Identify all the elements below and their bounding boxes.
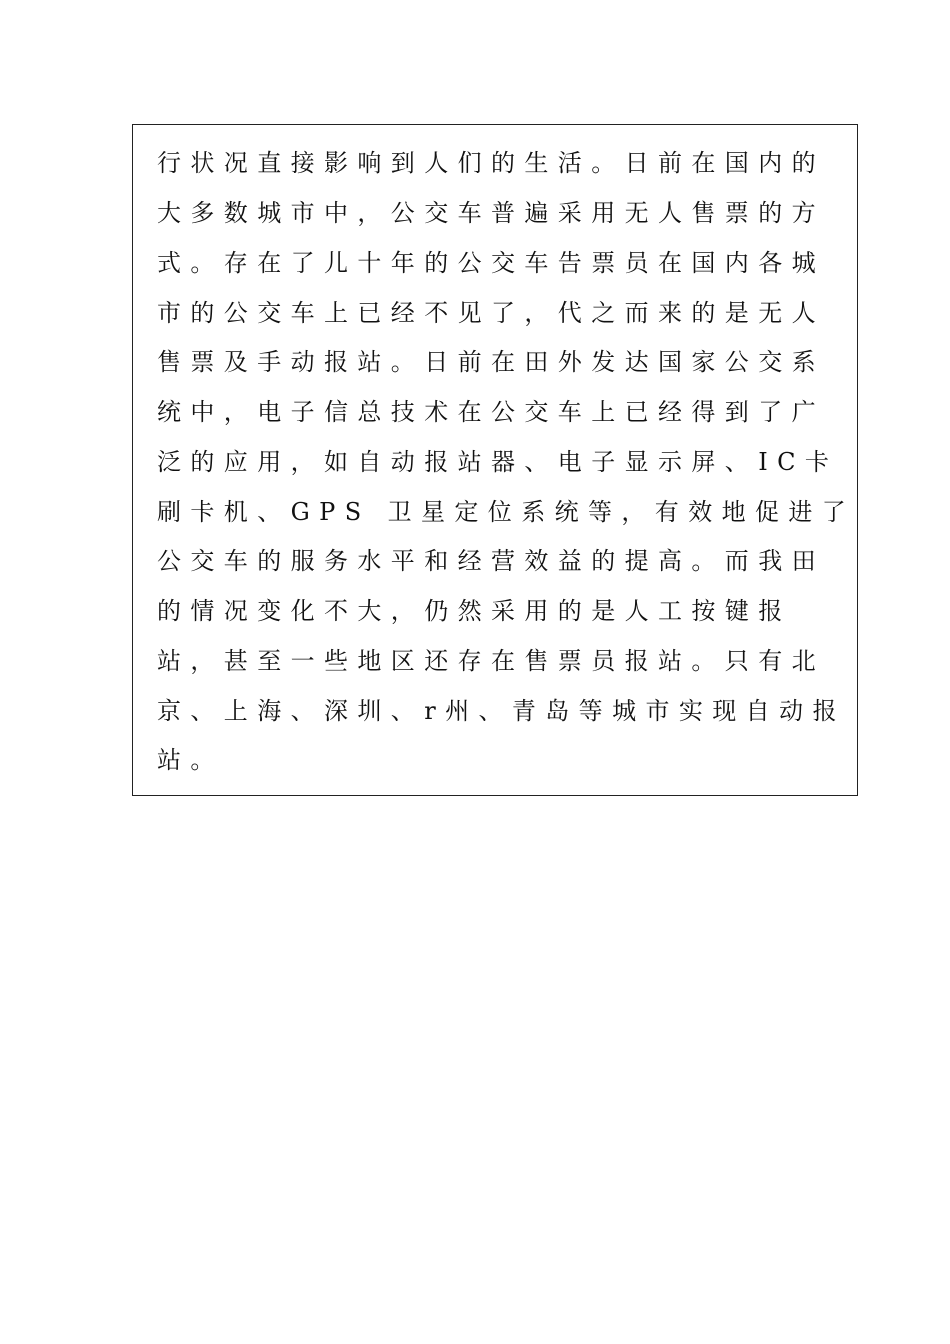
- paragraph-line-6: 统中，电子信总技术在公交车上已经得到了广: [157, 398, 825, 426]
- paragraph-line-4: 市的公交车上已经不见了，代之而来的是无人: [157, 299, 825, 327]
- paragraph-line-3: 式。存在了儿十年的公交车告票员在国内各城: [157, 249, 825, 277]
- paragraph-line-9: 公交车的服务水平和经营效益的提高。而我田: [157, 547, 825, 575]
- paragraph-line-5: 售票及手动报站。日前在田外发达国家公交系: [157, 348, 825, 376]
- text-frame: [132, 124, 858, 796]
- paragraph-line-12: 京、上海、深圳、r州、青岛等城市实现自动报: [157, 697, 846, 725]
- paragraph-line-2: 大多数城市中，公交车普遍采用无人售票的方: [157, 199, 825, 227]
- paragraph-line-8: 刷卡机、GPS 卫星定位系统等，有效地促进了: [157, 498, 856, 526]
- paragraph-line-10: 的情况变化不大，仍然采用的是人工按键报: [157, 597, 792, 625]
- paragraph-line-1: 行状况直接影响到人们的生活。日前在国内的: [157, 149, 825, 177]
- paragraph-line-11: 站，甚至一些地区还存在售票员报站。只有北: [157, 647, 825, 675]
- paragraph-line-7: 泛的应用，如自动报站器、电子显示屏、IC卡: [157, 448, 839, 476]
- paragraph-line-13: 站。: [157, 746, 224, 774]
